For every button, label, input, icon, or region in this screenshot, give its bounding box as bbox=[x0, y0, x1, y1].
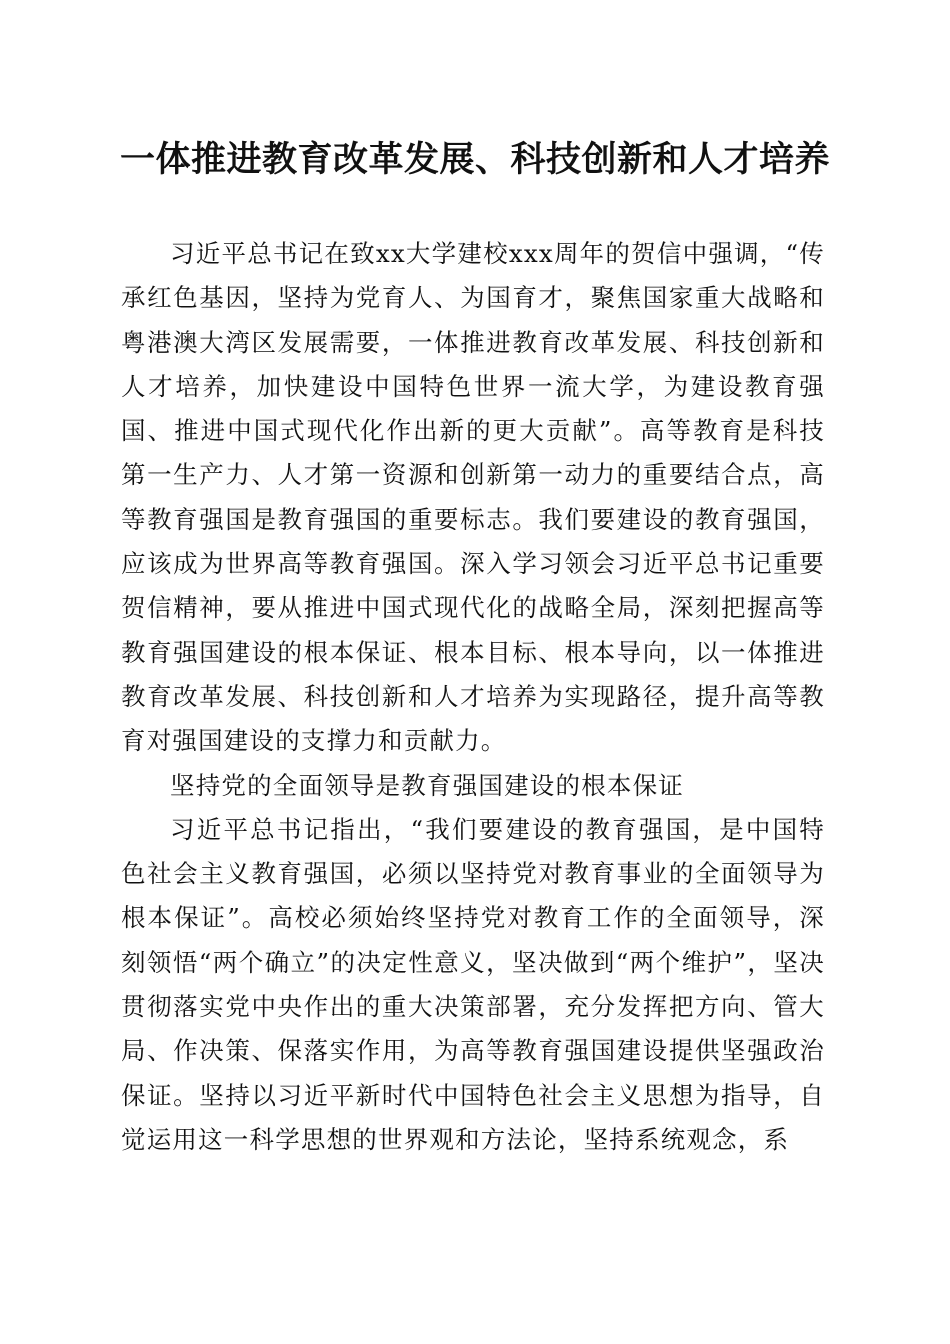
body-paragraph-2: 习近平总书记指出，“我们要建设的教育强国，是中国特色社会主义教育强国，必须以坚持党对教育事业的全面领导为根本保证”。高校必须始终坚持党对教育工作的全面领导，深刻领悟“两个确立”的决定性意义，坚决做到“两个维护”，坚决贯彻落实党中央作出的重大决策部署，充分发挥把方向、管大局、作决策、保落实作用，为高等教育强国建设提供坚强政治保证。坚持以习近平新时代中国特色社会主义思想为指导，自觉运用这一科学思想的世界观和方法论，坚持系统观念，系 bbox=[121, 814, 825, 1154]
document-body bbox=[121, 232, 825, 1162]
body-paragraph-1: 习近平总书记在致xx大学建校xxx周年的贺信中强调，“传承红色基因，坚持为党育人、为国育才，聚焦国家重大战略和粤港澳大湾区发展需要，一体推进教育改革发展、科技创新和人才培养，加快建设中国特色世界一流大学，为建设教育强国、推进中国式现代化作出新的更大贡献”。高等教育是科技第一生产力、人才第一资源和创新第一动力的重要结合点，高等教育强国是教育强国的重要标志。我们要建设的教育强国，应该成为世界高等教育强国。深入学习领会习近平总书记重要贺信精神，要从推进中国式现代化的战略全局，深刻把握高等教育强国建设的根本保证、根本目标、根本导向，以一体推进教育改革发展、科技创新和人才培养为实现路径，提升高等教育对强国建设的支撑力和贡献力。 bbox=[121, 239, 825, 756]
section-heading: 坚持党的全面领导是教育强国建设的根本保证 bbox=[170, 770, 684, 800]
document-title: 一体推进教育改革发展、科技创新和人才培养 bbox=[119, 139, 830, 180]
